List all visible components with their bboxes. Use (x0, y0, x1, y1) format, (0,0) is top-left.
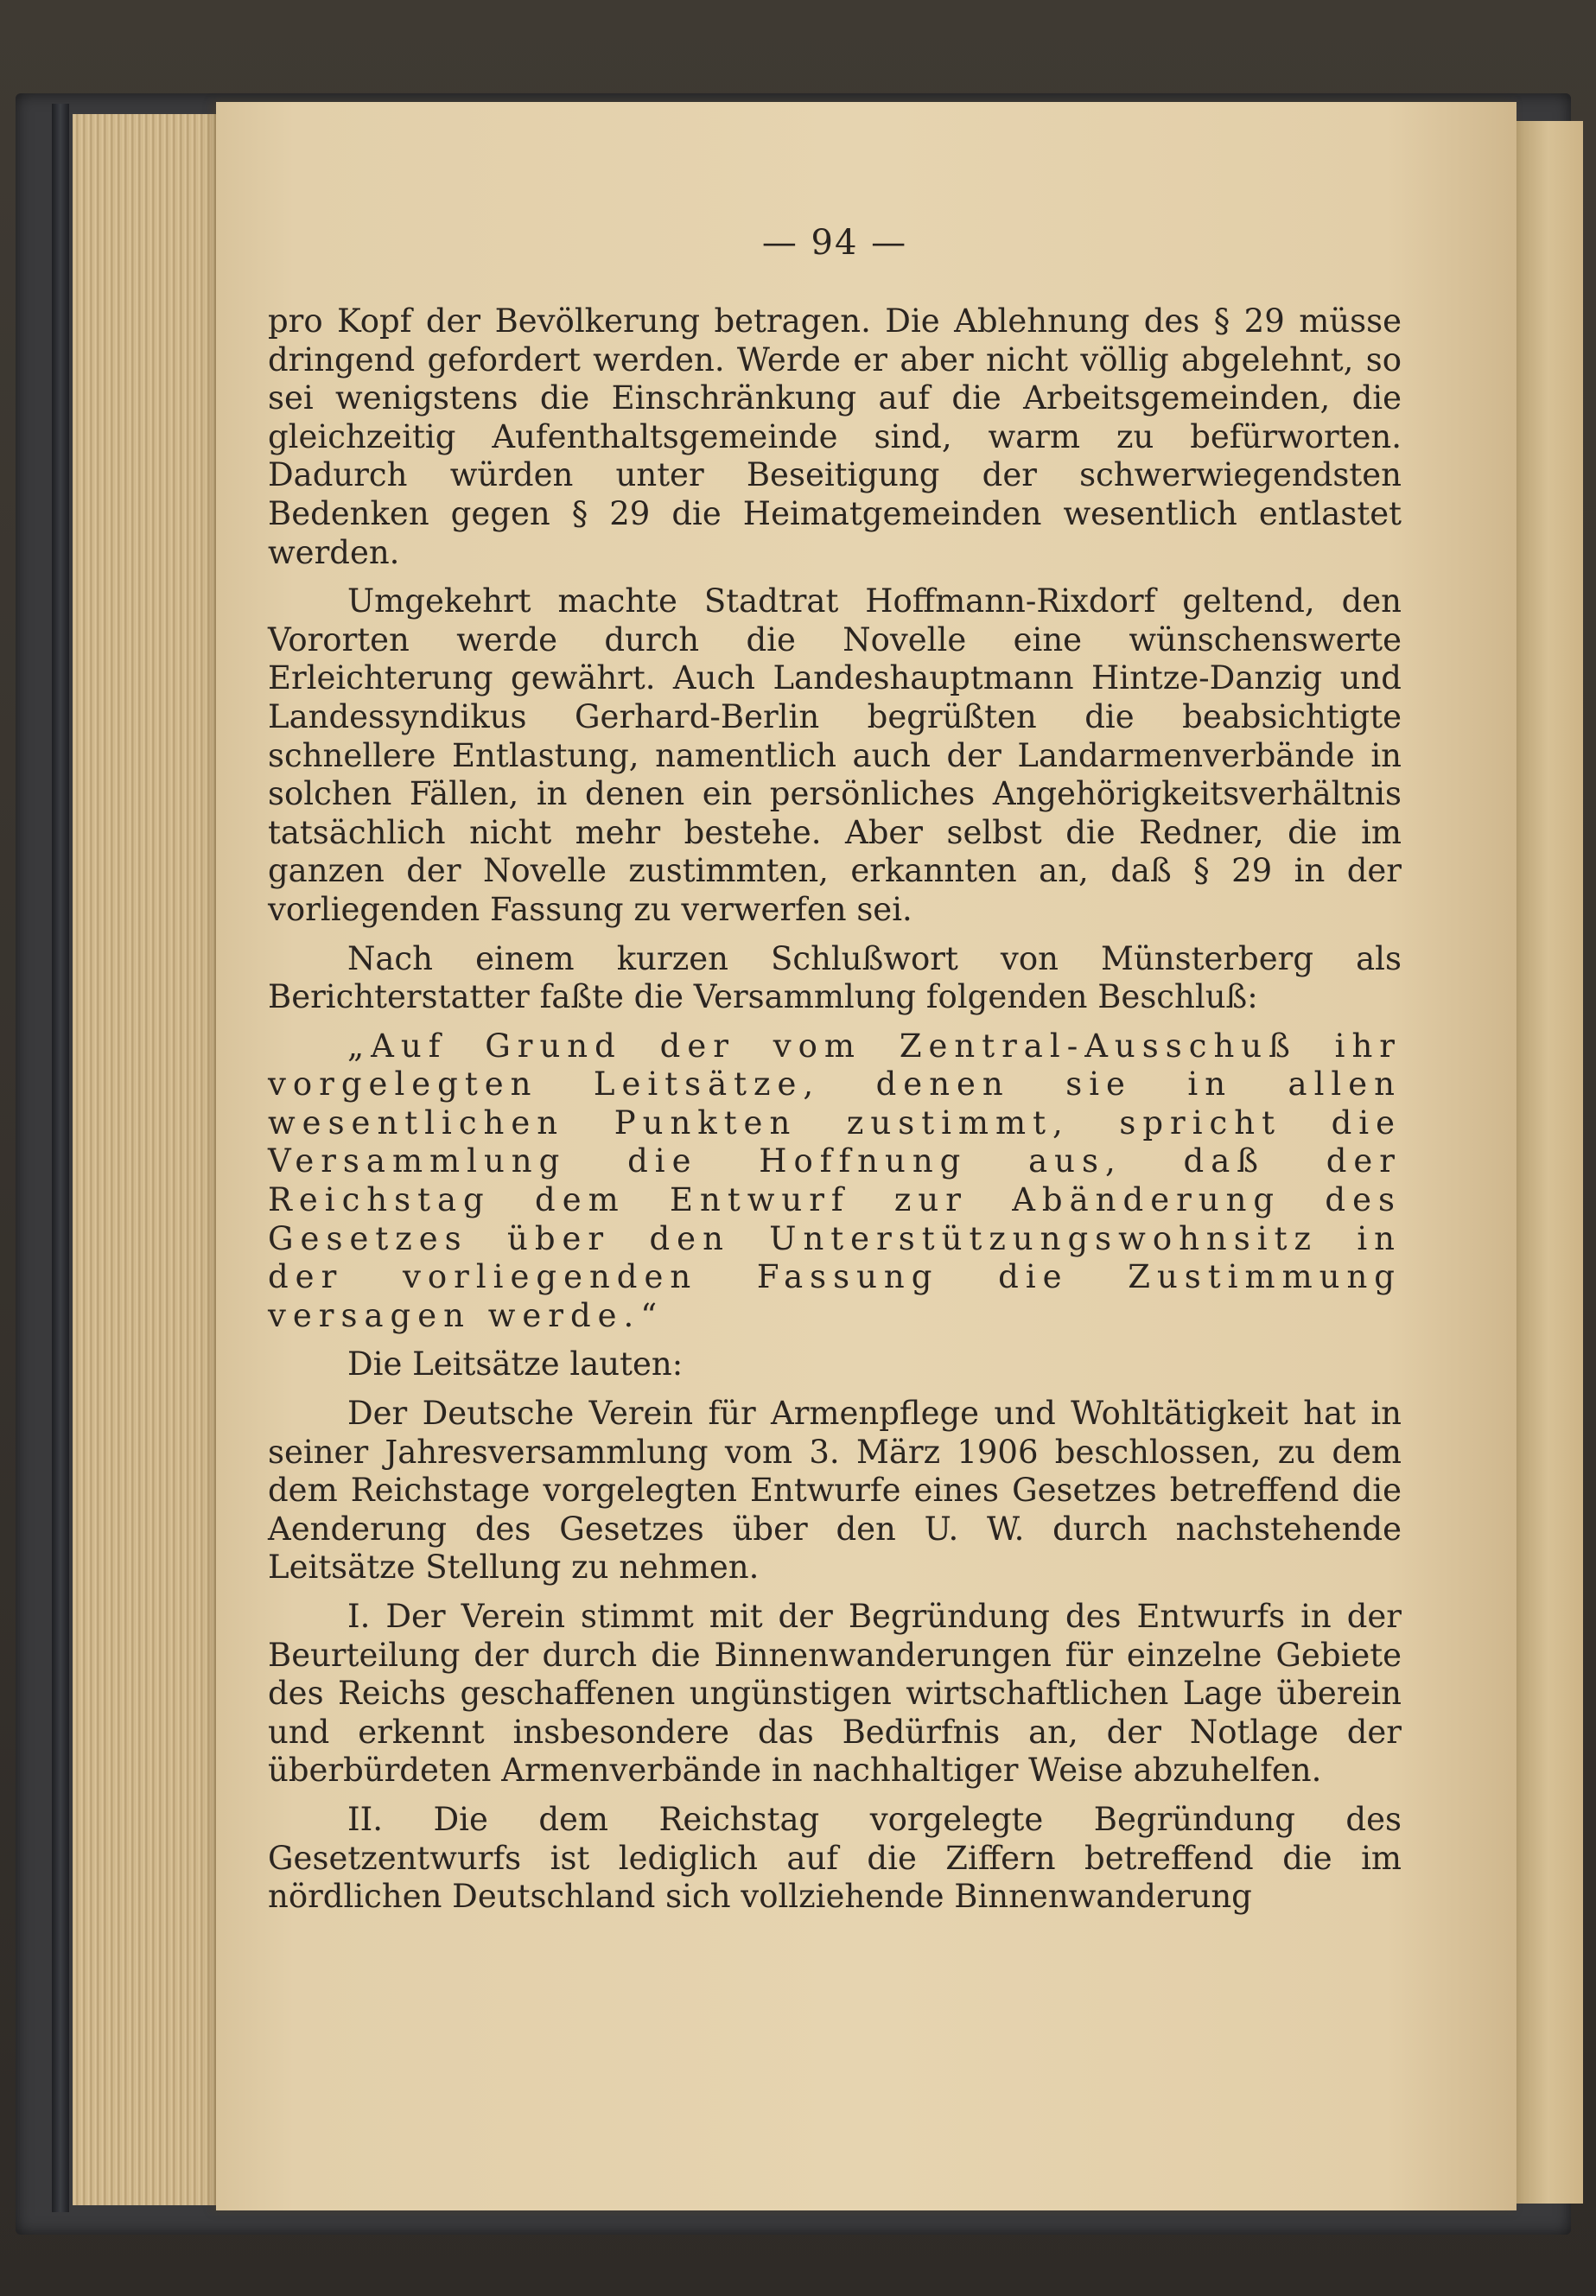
page-edges (73, 114, 221, 2205)
resolution-text: „Auf Grund der vom Zentral-Ausschuß ihr vorgelegten Leitsätze, denen sie in allen wesentlichen Punkten zustimmt, spricht die Versammlung die Hoffnung aus, daß der Reichstag dem Entwurf zur Abänderung des Gesetzes über den Unterstützungswohnsitz in der vorliegenden Fassung die Zustimmung versagen werde.“ (268, 1027, 1402, 1334)
body-text (268, 302, 1402, 1927)
page-content (268, 0, 1402, 2296)
facing-page-edge (1514, 121, 1583, 2204)
paragraph-6: Der Deutsche Verein für Armenpflege und Wohltätigkeit hat in seiner Jahresversammlung vom 3. März 1906 beschlossen, zu dem dem Reichstage vorgelegten Entwurfe eines Gesetzes betreffend die Aenderung des Gesetzes über den U. W. durch nachstehende Leitsätze Stellung zu nehmen. (268, 1395, 1402, 1587)
book-spine-edge (52, 104, 69, 2212)
paragraph-3: Nach einem kurzen Schlußwort von Münsterberg als Berichterstatter faßte die Versammlung folgenden Beschluß: (268, 939, 1402, 1016)
page-number: — 94 — (761, 223, 908, 263)
paragraph-section-I: I. Der Verein stimmt mit der Begründung des Entwurfs in der Beurteilung der durch die Binnenwanderungen für einzelne Gebiete des Reichs geschaffenen ungünstigen wirtschaftlichen Lage überein und erkennt insbesondere das Bedürfnis an, der Notlage der überbürdeten Armenverbände in nachhaltiger Weise abzuhelfen. (268, 1598, 1402, 1790)
paragraph-1: pro Kopf der Bevölkerung betragen. Die Ablehnung des § 29 müsse dringend gefordert werden. Werde er aber nicht völlig abgelehnt, so sei wenigstens die Einschränkung auf die Arbeitsgemeinden, die gleichzeitig Aufenthaltsgemeinde sind, warm zu befürworten. Dadurch würden unter Beseitigung der schwerwiegendsten Bedenken gegen § 29 die Heimatgemeinden wesentlich entlastet werden. (268, 302, 1402, 571)
paragraph-leitsaetze-heading: Die Leitsätze lauten: (347, 1345, 684, 1383)
paragraph-section-II: II. Die dem Reichstag vorgelegte Begründung des Gesetzentwurfs ist lediglich auf die Ziffern betreffend die im nördlichen Deutschland sich vollziehende Binnenwanderung (268, 1800, 1402, 1916)
paragraph-2: Umgekehrt machte Stadtrat Hoffmann-Rixdorf geltend, den Vororten werde durch die Novelle eine wünschenswerte Erleichterung gewährt. Auch Landeshauptmann Hintze-Danzig und Landessyndikus Gerhard-Berlin begrüßten die beabsichtigte schnellere Entlastung, namentlich auch der Landarmenverbände in solchen Fällen, in denen ein persönliches Angehörigkeitsverhältnis tatsächlich nicht mehr bestehe. Aber selbst die Redner, die im ganzen der Novelle zustimmten, erkannten an, daß § 29 in der vorliegenden Fassung zu verwerfen sei. (268, 582, 1402, 928)
